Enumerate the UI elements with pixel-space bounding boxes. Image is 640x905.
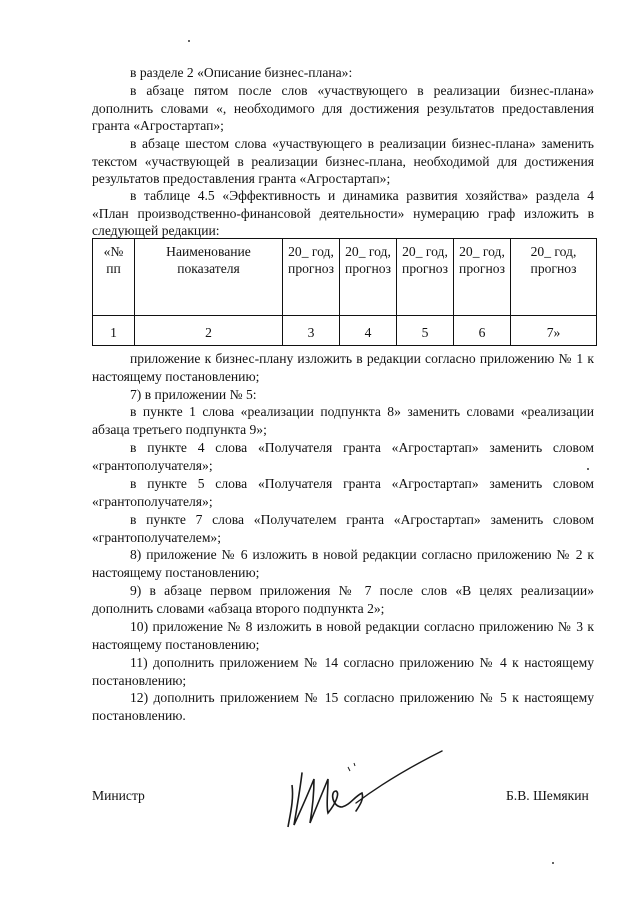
- numbering-table: [92, 238, 597, 346]
- paragraph-abzac-5: в абзаце пятом после слов «участвующего в реализации бизнес-плана» дополнить словами «, необходимого для достижения результатов предоставления гранта «Агростартап»;: [92, 83, 594, 134]
- paragraph-item-7: 7) в приложении № 5:: [130, 387, 257, 402]
- paragraph-punkt-1: в пункте 1 слова «реализации подпункта 8» заменить словами «реализации абзаца третьего подпункта 9»;: [92, 404, 594, 437]
- table-number-cell: 6: [454, 316, 511, 346]
- scan-speck: [188, 40, 190, 42]
- paragraph-punkt-5: в пункте 5 слова «Получателя гранта «Агростартап» заменить словом «грантополучателя»;: [92, 476, 594, 509]
- paragraph-item-9: 9) в абзаце первом приложения № 7 после слов «В целях реализации» дополнить словами «абзаца второго подпункта 2»;: [92, 583, 594, 616]
- paragraph-prilozhenie-1: приложение к бизнес-плану изложить в редакции согласно приложению № 1 к настоящему постановлению;: [92, 351, 594, 384]
- table-number-cell: 3: [283, 316, 340, 346]
- paragraph-abzac-6: в абзаце шестом слова «участвующего в реализации бизнес-плана» заменить текстом «участвующей в реализации бизнес-плана, необходимой для достижения результатов предоставления гранта «Агростартап»;: [92, 136, 594, 187]
- table-header-cell: 20_ год, прогноз: [340, 239, 397, 316]
- table-number-cell: 4: [340, 316, 397, 346]
- scan-speck: [587, 468, 589, 470]
- table-number-cell: 5: [397, 316, 454, 346]
- table-number-cell: 1: [93, 316, 135, 346]
- table-header-row: [93, 239, 597, 316]
- paragraph-section-2: в разделе 2 «Описание бизнес-плана»:: [130, 65, 353, 80]
- paragraph-item-12: 12) дополнить приложением № 15 согласно приложению № 5 к настоящему постановлению.: [92, 690, 594, 723]
- scan-speck: [552, 862, 554, 864]
- paragraph-item-8: 8) приложение № 6 изложить в новой редакции согласно приложению № 2 к настоящему постановлению;: [92, 547, 594, 580]
- table-header-cell: 20_ год, прогноз: [397, 239, 454, 316]
- table-number-row: [93, 316, 597, 346]
- table-header-cell: 20_ год, прогноз: [511, 239, 597, 316]
- signatory-name: Б.В. Шемякин: [506, 788, 589, 803]
- paragraph-table-4-5: в таблице 4.5 «Эффективность и динамика развития хозяйства» раздела 4 «План производственно-финансовой деятельности» нумерацию граф изложить в следующей редакции:: [92, 188, 594, 239]
- handwritten-signature: [270, 745, 450, 835]
- table-number-cell: 2: [135, 316, 283, 346]
- paragraph-item-10: 10) приложение № 8 изложить в новой редакции согласно приложению № 3 к настоящему постановлению;: [92, 619, 594, 652]
- table-number-cell: 7»: [511, 316, 597, 346]
- signatory-title: Министр: [92, 788, 145, 803]
- table-header-cell: Наименование показателя: [135, 239, 283, 316]
- table-header-cell: «№ пп: [93, 239, 135, 316]
- table-header-cell: 20_ год, прогноз: [283, 239, 340, 316]
- paragraph-item-11: 11) дополнить приложением № 14 согласно приложению № 4 к настоящему постановлению;: [92, 655, 594, 688]
- paragraph-punkt-4: в пункте 4 слова «Получателя гранта «Агростартап» заменить словом «грантополучателя»;: [92, 440, 594, 473]
- paragraph-punkt-7: в пункте 7 слова «Получателем гранта «Агростартап» заменить словом «грантополучателем»;: [92, 512, 594, 545]
- table-header-cell: 20_ год, прогноз: [454, 239, 511, 316]
